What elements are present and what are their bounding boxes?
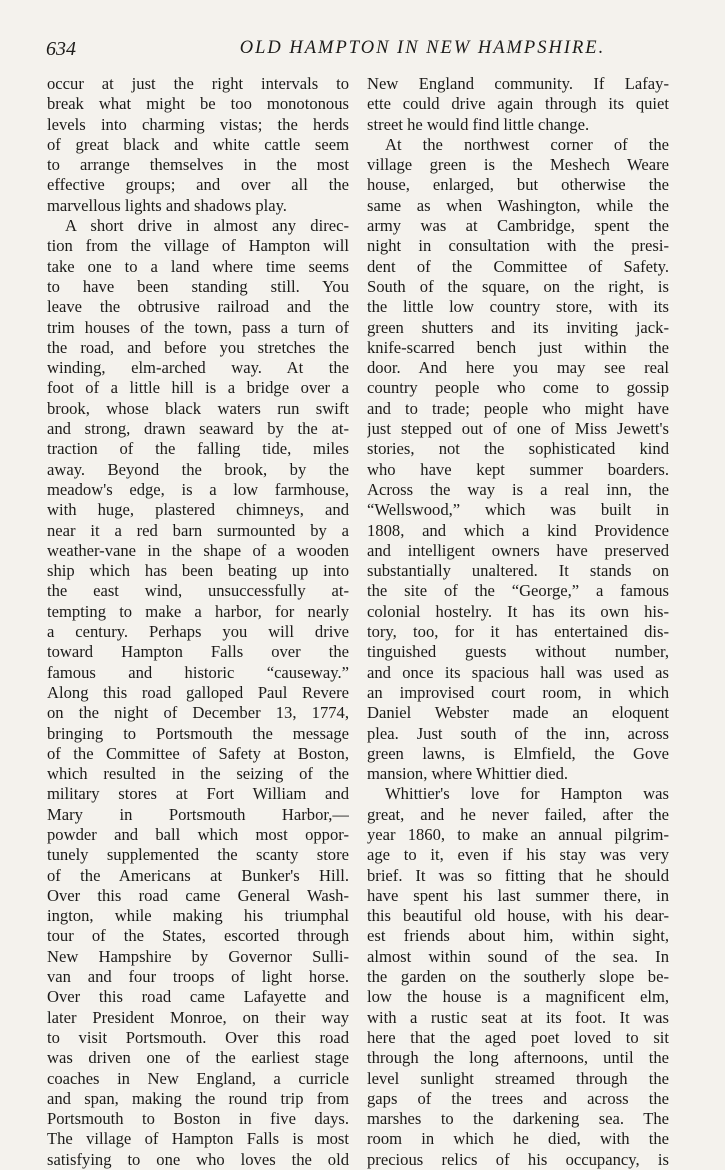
text-line: Over this road came Lafayette and	[47, 987, 349, 1007]
text-line: green lawns, is Elmfield, the Gove	[367, 743, 669, 763]
text-line: stories, not the sophisticated kind	[367, 439, 669, 459]
text-line: ette could drive again through its quiet	[367, 94, 669, 114]
text-line: famous and historic “causeway.”	[47, 662, 349, 682]
text-line: weather-vane in the shape of a wooden	[47, 540, 349, 560]
text-line: just stepped out of one of Miss Jewett's	[367, 419, 669, 439]
text-line: of great black and white cattle seem	[47, 134, 349, 154]
text-line: to arrange themselves in the most	[47, 155, 349, 175]
text-line: the garden on the southerly slope be-	[367, 967, 669, 987]
text-line: bringing to Portsmouth the message	[47, 723, 349, 743]
text-line: gaps of the trees and across the	[367, 1088, 669, 1108]
text-line: Across the way is a real inn, the	[367, 479, 669, 499]
text-line: Whittier's love for Hampton was	[385, 784, 669, 804]
text-line: low the house is a magnificent elm,	[367, 987, 669, 1007]
text-line: village green is the Meshech Weare	[367, 155, 669, 175]
text-line: the road, and before you stretches the	[47, 337, 349, 357]
left-column	[47, 74, 349, 1170]
text-line: satisfying to one who loves the old	[47, 1149, 349, 1169]
text-line: Over this road came General Wash-	[47, 885, 349, 905]
text-line: and span, making the round trip from	[47, 1088, 349, 1108]
text-line: through the long afternoons, until the	[367, 1048, 669, 1068]
text-line: age to it, even if his stay was very	[367, 845, 669, 865]
text-line: mansion, where Whittier died.	[367, 764, 569, 784]
text-line: green shutters and its inviting jack-	[367, 317, 669, 337]
text-line: of the Americans at Bunker's Hill.	[47, 865, 349, 885]
text-line: A short drive in almost any direc-	[65, 216, 349, 236]
text-line: country people who come to gossip	[367, 378, 669, 398]
text-line: tour of the States, escorted through	[47, 926, 349, 946]
text-line: toward Hampton Falls over the	[47, 642, 349, 662]
text-line: with huge, plastered chimneys, and	[47, 500, 349, 520]
text-line: occur at just the right intervals to	[47, 74, 349, 93]
text-line: “Wellswood,” which was built in	[367, 500, 669, 520]
text-line: street he would find little change.	[367, 114, 590, 134]
text-line: of the Committee of Safety at Boston,	[47, 743, 349, 763]
text-line: knife-scarred bench just within the	[367, 337, 669, 357]
text-line: have spent his last summer there, in	[367, 885, 669, 905]
text-line: leave the obtrusive railroad and the	[47, 297, 349, 317]
text-line: precious relics of his occupancy, is	[367, 1149, 669, 1169]
text-line: levels into charming vistas; the herds	[47, 114, 349, 134]
text-line: here that the aged poet loved to sit	[367, 1027, 669, 1047]
text-line: which resulted in the seizing of the	[47, 764, 349, 784]
text-line: tion from the village of Hampton will	[47, 236, 349, 256]
text-line: door. And here you may see real	[367, 358, 669, 378]
text-line: trim houses of the town, pass a turn of	[47, 317, 349, 337]
text-line: same as when Washington, while the	[367, 195, 669, 215]
text-line: tunely supplemented the scanty store	[47, 845, 349, 865]
text-line: almost within sound of the sea. In	[367, 946, 669, 966]
running-head	[46, 38, 679, 64]
text-line: Portsmouth to Boston in five days.	[47, 1109, 349, 1129]
text-line: Along this road galloped Paul Revere	[47, 682, 349, 702]
text-line: the east wind, unsuccessfully at-	[47, 581, 349, 601]
text-line: to have been standing still. You	[47, 276, 349, 296]
text-line: room in which he died, with the	[367, 1129, 669, 1149]
text-line: substantially unaltered. It stands on	[367, 561, 669, 581]
text-line: break what might be too monotonous	[47, 94, 349, 114]
text-line: near it a red barn surmounted by a	[47, 520, 349, 540]
text-line: dent of the Committee of Safety.	[367, 256, 669, 276]
page-number: 634	[46, 38, 76, 60]
text-line: army was at Cambridge, spent the	[367, 216, 669, 236]
text-line: an improvised court room, in which	[367, 682, 669, 702]
text-line: At the northwest corner of the	[385, 134, 669, 154]
text-line: traction of the falling tide, miles	[47, 439, 349, 459]
text-line: tinguished guests without number,	[367, 642, 669, 662]
text-line: New Hampshire by Governor Sulli-	[47, 946, 349, 966]
text-line: marshes to the darkening sea. The	[367, 1109, 669, 1129]
text-line: ship which has been beating up into	[47, 561, 349, 581]
text-line: tory, too, for it has entertained dis-	[367, 622, 669, 642]
text-line: tempting to make a harbor, for nearly	[47, 601, 349, 621]
running-title: OLD HAMPTON IN NEW HAMPSHIRE.	[239, 38, 606, 58]
text-line: level sunlight streamed through the	[367, 1068, 669, 1088]
text-line: was driven one of the earliest stage	[47, 1048, 349, 1068]
text-line: the site of the “George,” a famous	[367, 581, 669, 601]
text-line: ington, while making his triumphal	[47, 906, 349, 926]
text-line: powder and ball which most oppor-	[47, 824, 349, 844]
text-line: later President Monroe, on their way	[47, 1007, 349, 1027]
text-line: the little low country store, with its	[367, 297, 669, 317]
text-line: est friends about him, within sight,	[367, 926, 669, 946]
text-line: year 1860, to make an annual pilgrim-	[367, 824, 669, 844]
text-line: who have kept summer boarders.	[367, 459, 669, 479]
text-line: on the night of December 13, 1774,	[47, 703, 349, 723]
text-line: foot of a little hill is a bridge over a	[47, 378, 349, 398]
text-line: night in consultation with the presi-	[367, 236, 669, 256]
text-line: Mary in Portsmouth Harbor,—	[47, 804, 349, 824]
text-line: this beautiful old house, with his dear-	[367, 906, 669, 926]
text-line: house, enlarged, but otherwise the	[367, 175, 669, 195]
text-line: and to trade; people who might have	[367, 398, 669, 418]
text-line: and intelligent owners have preserved	[367, 540, 669, 560]
text-line: winding, elm-arched way. At the	[47, 358, 349, 378]
text-line: great, and he never failed, after the	[367, 804, 669, 824]
text-line: meadow's edge, is a low farmhouse,	[47, 479, 349, 499]
text-line: away. Beyond the brook, by the	[47, 459, 349, 479]
text-line: New England community. If Lafay-	[367, 74, 669, 93]
text-line: brief. It was so fitting that he should	[367, 865, 669, 885]
text-line: and strong, drawn seaward by the at-	[47, 419, 349, 439]
text-line: van and four troops of light horse.	[47, 967, 349, 987]
text-line: a century. Perhaps you will drive	[47, 622, 349, 642]
text-line: marvellous lights and shadows play.	[47, 195, 287, 215]
text-line: Daniel Webster made an eloquent	[367, 703, 669, 723]
text-line: effective groups; and over all the	[47, 175, 349, 195]
text-line: take one to a land where time seems	[47, 256, 349, 276]
text-line: to visit Portsmouth. Over this road	[47, 1027, 349, 1047]
text-line: brook, whose black waters run swift	[47, 398, 349, 418]
text-line: with a rustic seat at its foot. It was	[367, 1007, 669, 1027]
text-line: colonial hostelry. It has its own his-	[367, 601, 669, 621]
text-line: 1808, and which a kind Providence	[367, 520, 669, 540]
text-line: military stores at Fort William and	[47, 784, 349, 804]
right-column	[367, 74, 669, 1170]
text-line: coaches in New England, a curricle	[47, 1068, 349, 1088]
text-line: and once its spacious hall was used as	[367, 662, 669, 682]
text-line: South of the square, on the right, is	[367, 276, 669, 296]
text-line: plea. Just south of the inn, across	[367, 723, 669, 743]
text-line: The village of Hampton Falls is most	[47, 1129, 349, 1149]
